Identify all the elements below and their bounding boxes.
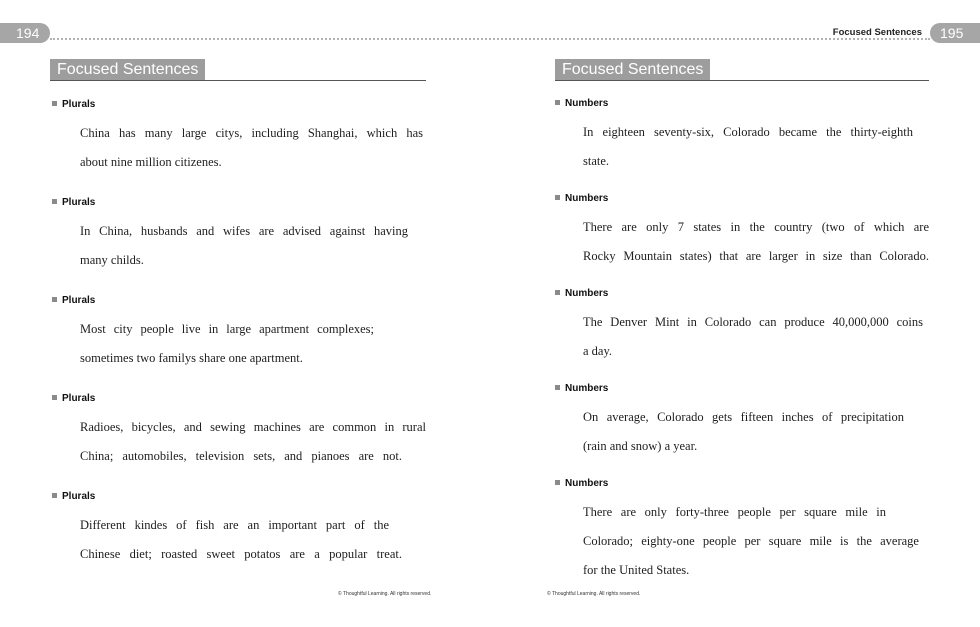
square-bullet-icon — [555, 100, 560, 105]
sentence-line: sometimes two familys share one apartment. — [80, 351, 303, 365]
sentence-line: Most city people live in large apartment complexes; — [80, 322, 374, 336]
square-bullet-icon — [555, 385, 560, 390]
sentence-line: Different kindes of fish are an important part of the — [80, 518, 389, 532]
sentence-line: many childs. — [80, 253, 144, 267]
sentence-line: Colorado; eighty-one people per square mile is the average — [583, 534, 919, 548]
sentence-line: There are only forty-three people per square mile in — [583, 505, 886, 519]
sentence-line: for the United States. — [583, 563, 690, 577]
sentence-line: Chinese diet; roasted sweet potatos are a popular treat. — [80, 547, 402, 561]
heading-rule — [555, 80, 929, 81]
sentence-line: Radioes, bicycles, and sewing machines are common in rural — [80, 420, 426, 434]
page-number-right: 195 — [930, 23, 980, 43]
square-bullet-icon — [555, 480, 560, 485]
sentence-line: There are only 7 states in the country (two of which are — [583, 220, 929, 234]
sentence-line: The Denver Mint in Colorado can produce 40,000,000 coins — [583, 315, 923, 329]
sentence-line: a day. — [583, 344, 613, 358]
sentence-line: state. — [583, 154, 610, 168]
item-label: Plurals — [52, 197, 95, 208]
item-label: Numbers — [555, 98, 608, 109]
sentence-line: In eighteen seventy-six, Colorado became the thirty-eighth — [583, 125, 913, 139]
square-bullet-icon — [555, 195, 560, 200]
page-number-left: 194 — [0, 23, 50, 43]
square-bullet-icon — [52, 297, 57, 302]
item-label: Plurals — [52, 295, 95, 306]
item-label: Plurals — [52, 491, 95, 502]
square-bullet-icon — [555, 290, 560, 295]
sentence-line: In China, husbands and wifes are advised against having — [80, 224, 408, 238]
sentence-line: about nine million citizenes. — [80, 155, 222, 169]
copyright-footer: © Thoughtful Learning. All rights reserved. — [338, 591, 432, 597]
square-bullet-icon — [52, 395, 57, 400]
header-dotted-rule — [50, 38, 930, 40]
item-label: Numbers — [555, 383, 608, 394]
square-bullet-icon — [52, 493, 57, 498]
sentence-line: Rocky Mountain states) that are larger in size than Colorado. — [583, 249, 929, 263]
item-label: Numbers — [555, 478, 608, 489]
heading-rule — [50, 80, 426, 81]
copyright-footer: © Thoughtful Learning. All rights reserved. — [547, 591, 641, 597]
item-label: Numbers — [555, 288, 608, 299]
sentence-line: (rain and snow) a year. — [583, 439, 698, 453]
square-bullet-icon — [52, 199, 57, 204]
section-heading: Focused Sentences — [555, 59, 710, 81]
sentence-line: On average, Colorado gets fifteen inches of precipitation — [583, 410, 904, 424]
item-label: Plurals — [52, 99, 95, 110]
square-bullet-icon — [52, 101, 57, 106]
sentence-line: China; automobiles, television sets, and pianoes are not. — [80, 449, 402, 463]
sentence-line: China has many large citys, including Shanghai, which has — [80, 126, 423, 140]
running-head: Focused Sentences — [829, 27, 922, 38]
item-label: Plurals — [52, 393, 95, 404]
section-heading: Focused Sentences — [50, 59, 205, 81]
item-label: Numbers — [555, 193, 608, 204]
